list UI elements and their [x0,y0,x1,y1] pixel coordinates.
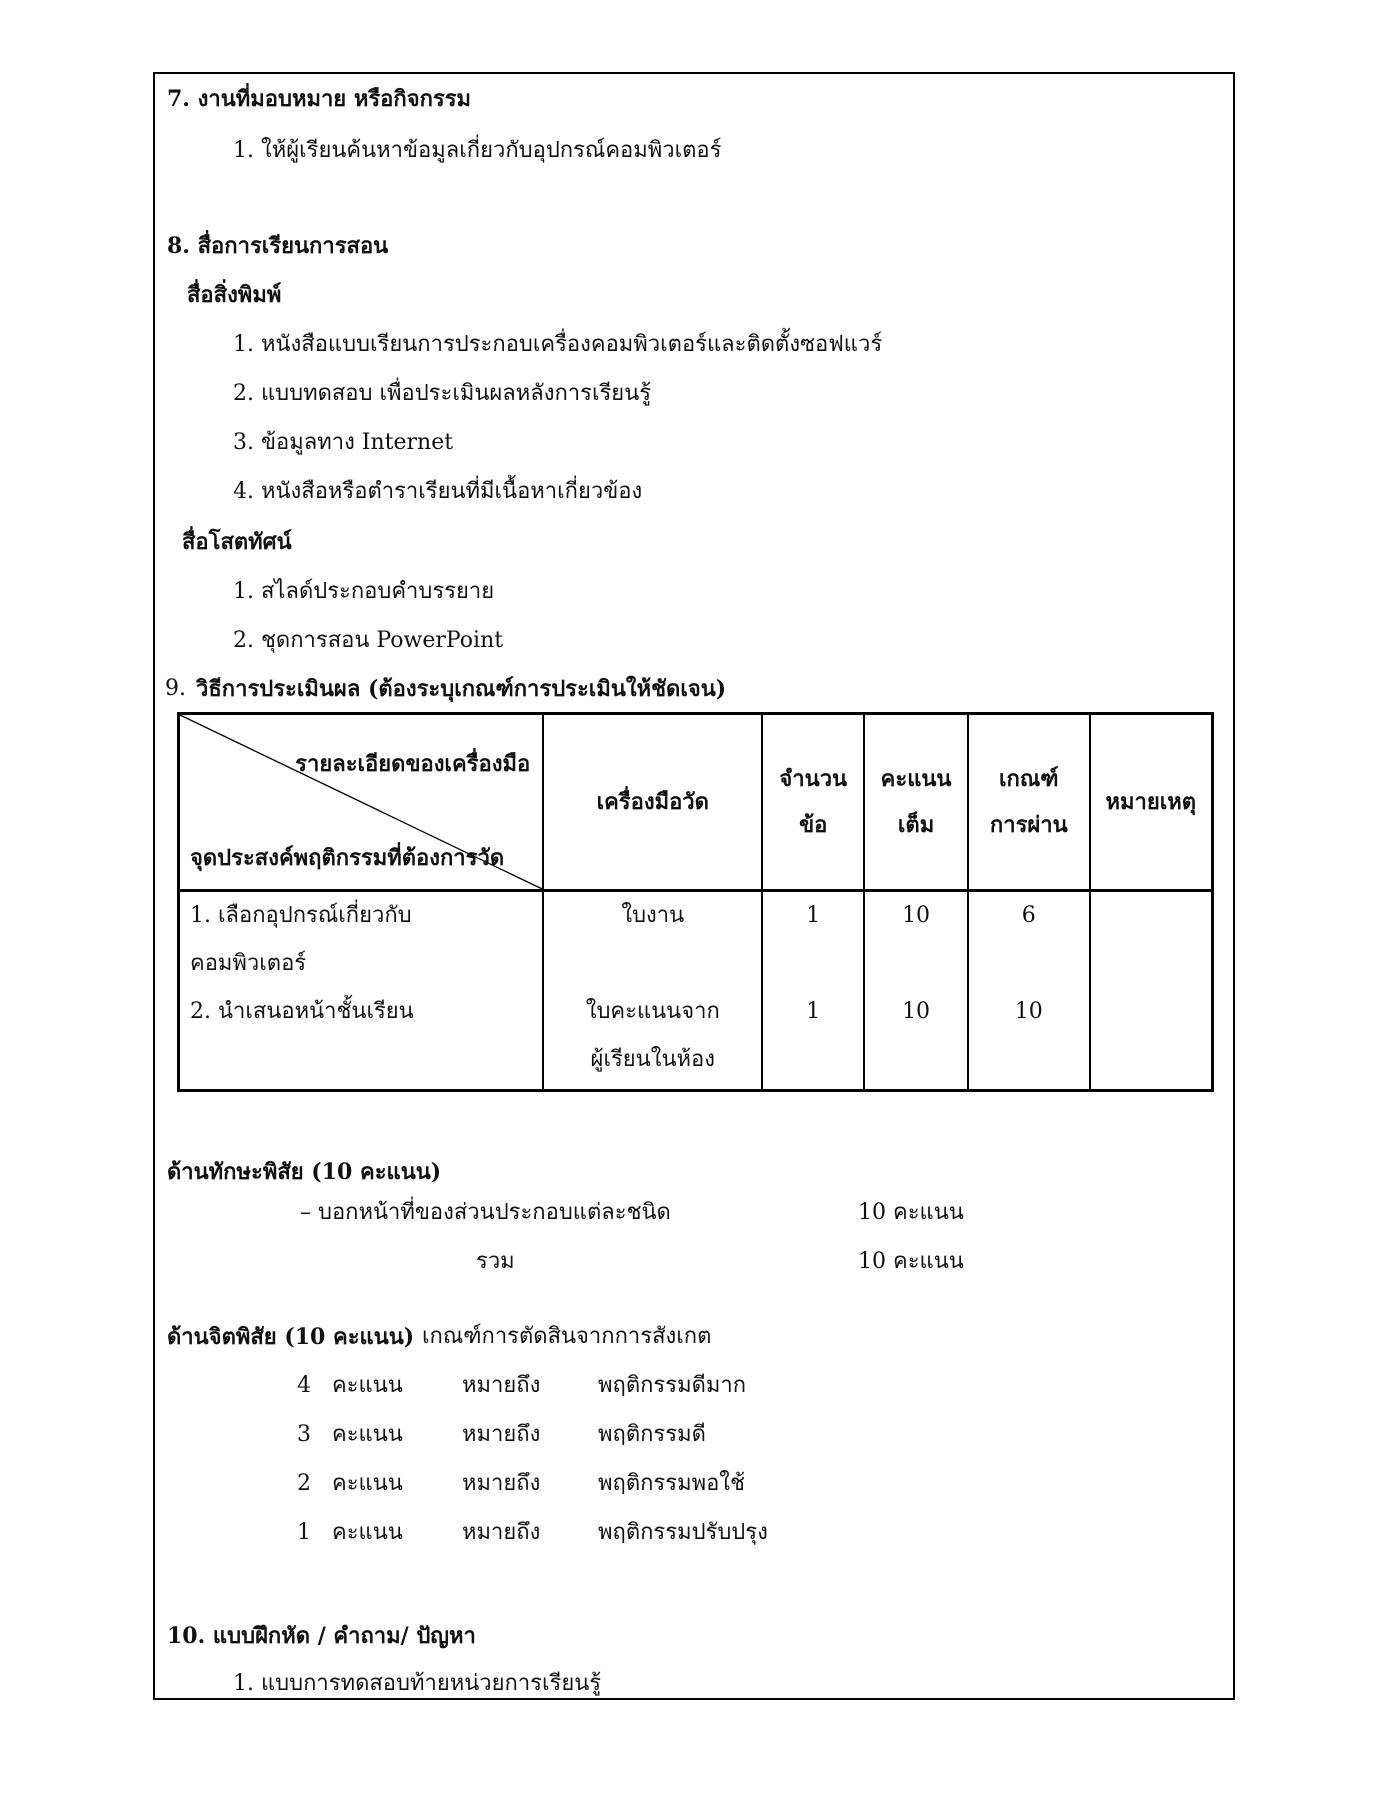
table-header-row [179,714,1213,891]
section-10-heading: 10. แบบฝึกหัด / คำถาม/ ปัญหา [167,1623,476,1649]
affective-unit: คะแนน [332,1471,403,1496]
tool-cell [543,988,762,1090]
affective-means: หมายถึง [462,1373,541,1398]
skill-heading: ด้านทักษะพิสัย (10 คะแนน) [167,1159,442,1185]
affective-heading: ด้านจิตพิสัย (10 คะแนน) [167,1324,415,1350]
objective-cell [179,988,544,1090]
skill-item-score: 10 คะแนน [858,1200,964,1225]
diagonal-header-cell [179,714,544,891]
print-media-heading: สื่อสิ่งพิมพ์ [187,282,282,308]
affective-unit: คะแนน [332,1422,403,1447]
tool-line: ใบงาน [621,903,685,928]
col-header-score-line2: เต็ม [897,812,935,838]
affective-score: 1 [297,1520,311,1545]
score-cell: 10 [864,891,968,989]
affective-desc: พฤติกรรมปรับปรุง [598,1520,768,1545]
objective-line: 1. เลือกอุปกรณ์เกี่ยวกับ [190,903,412,928]
col-header-note: หมายเหตุ [1090,714,1213,891]
count-cell: 1 [762,988,864,1090]
col-header-count [762,714,864,891]
objective-line: 2. นำเสนอหน้าชั้นเรียน [190,999,414,1024]
affective-score: 2 [297,1471,311,1496]
section-10-item: 1. แบบการทดสอบท้ายหน่วยการเรียนรู้ [233,1671,602,1696]
skill-item-label: – บอกหน้าที่ของส่วนประกอบแต่ละชนิด [300,1200,671,1225]
score-cell: 10 [864,988,968,1090]
col-header-pass-line1: เกณฑ์ [999,766,1059,792]
col-header-count-line1: จำนวน [779,766,848,792]
table-row [179,988,1213,1090]
note-cell [1090,891,1213,989]
affective-score: 3 [297,1422,311,1447]
affective-unit: คะแนน [332,1520,403,1545]
skill-total-label: รวม [476,1249,515,1274]
affective-score: 4 [297,1373,311,1398]
objective-line: คอมพิวเตอร์ [190,951,307,976]
table-row [179,891,1213,989]
av-media-item: 2. ชุดการสอน PowerPoint [233,628,504,653]
note-cell [1090,988,1213,1090]
col-header-tool: เครื่องมือวัด [543,714,762,891]
col-header-count-line2: ข้อ [799,812,828,838]
section-9-number: 9. [165,676,186,701]
affective-desc: พฤติกรรมดี [598,1422,706,1447]
print-media-item: 2. แบบทดสอบ เพื่อประเมินผลหลังการเรียนรู้ [233,381,652,406]
affective-criteria: เกณฑ์การตัดสินจากการสังเกต [422,1324,712,1349]
skill-total-score: 10 คะแนน [858,1249,964,1274]
col-header-score-line1: คะแนน [880,766,952,792]
affective-unit: คะแนน [332,1373,403,1398]
diag-header-top: รายละเอียดของเครื่องมือ [295,751,531,777]
affective-means: หมายถึง [462,1471,541,1496]
av-media-item: 1. สไลด์ประกอบคำบรรยาย [233,579,495,604]
affective-means: หมายถึง [462,1520,541,1545]
section-9-heading: วิธีการประเมินผล (ต้องระบุเกณฑ์การประเมินให้ชัดเจน) [196,676,727,702]
section-8-heading: 8. สื่อการเรียนการสอน [167,233,389,259]
objective-cell [179,891,544,989]
col-header-pass [968,714,1090,891]
diag-header-bottom: จุดประสงค์พฤติกรรมที่ต้องการวัด [190,845,505,871]
section-7-heading: 7. งานที่มอบหมาย หรือกิจกรรม [167,86,472,112]
tool-cell [543,891,762,989]
tool-line: ใบคะแนนจาก [585,999,720,1024]
affective-desc: พฤติกรรมพอใช้ [598,1471,745,1496]
col-header-score [864,714,968,891]
count-cell: 1 [762,891,864,989]
print-media-item: 1. หนังสือแบบเรียนการประกอบเครื่องคอมพิวเตอร์และติดตั้งซอฟแวร์ [233,332,883,357]
col-header-pass-line2: การผ่าน [989,812,1068,838]
section-7-item: 1. ให้ผู้เรียนค้นหาข้อมูลเกี่ยวกับอุปกรณ์คอมพิวเตอร์ [233,138,722,163]
pass-cell: 10 [968,988,1090,1090]
affective-means: หมายถึง [462,1422,541,1447]
av-media-heading: สื่อโสตทัศน์ [182,529,292,555]
evaluation-table [177,712,1214,1092]
print-media-item: 4. หนังสือหรือตำราเรียนที่มีเนื้อหาเกี่ยวข้อง [233,479,643,504]
pass-cell: 6 [968,891,1090,989]
tool-line: ผู้เรียนในห้อง [590,1047,715,1072]
affective-desc: พฤติกรรมดีมาก [598,1373,747,1398]
print-media-item: 3. ข้อมูลทาง Internet [233,430,454,455]
